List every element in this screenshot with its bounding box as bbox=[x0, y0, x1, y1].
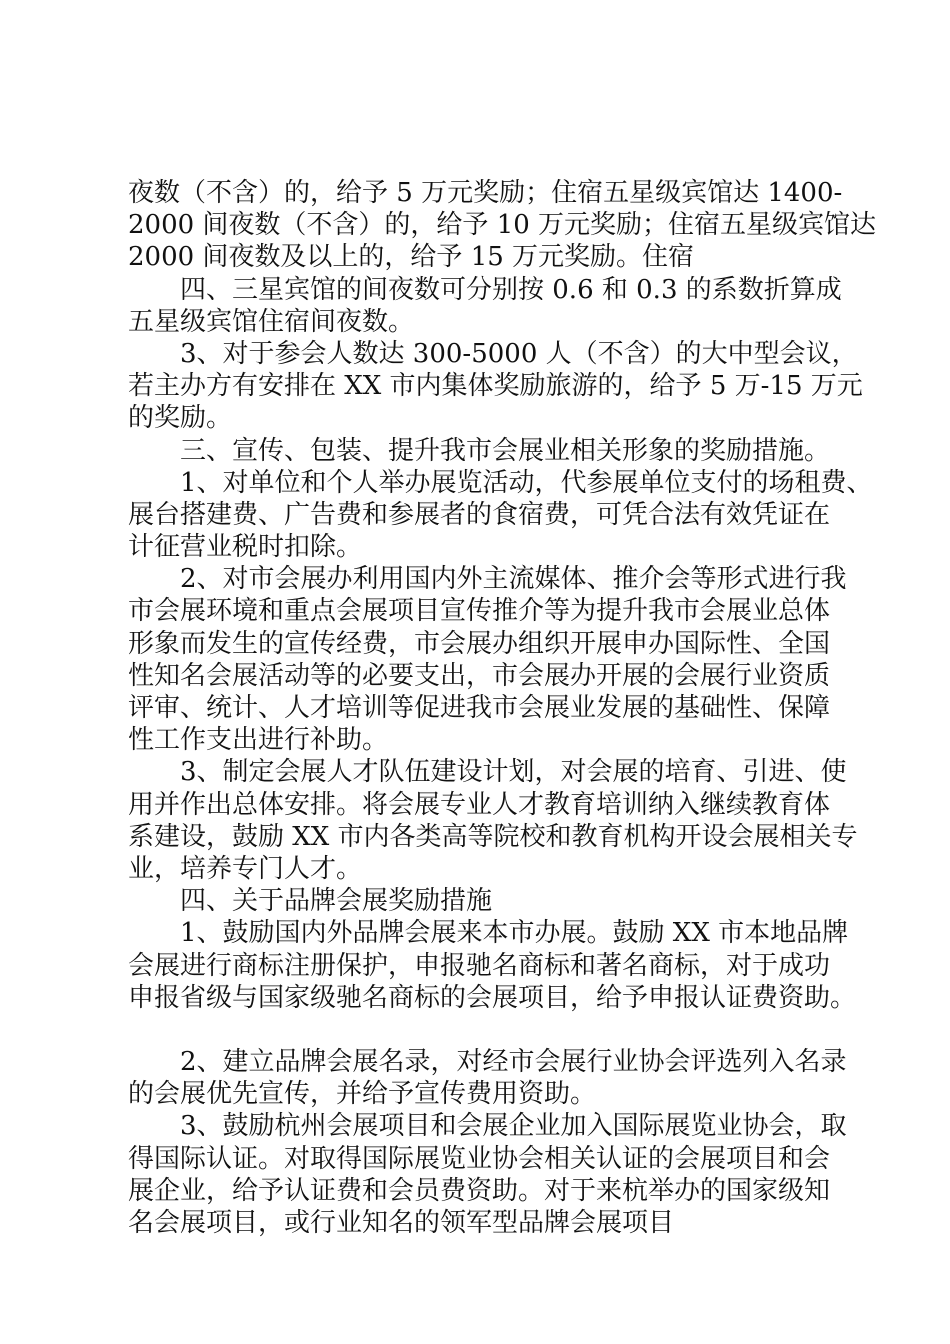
text-line: 2000 间夜数（不含）的，给予 10 万元奖励；住宿五星级宾馆达 bbox=[128, 210, 877, 241]
text-line: 业，培养专门人才。 bbox=[128, 853, 363, 884]
text-line: 五星级宾馆住宿间夜数。 bbox=[128, 306, 415, 337]
blank-line bbox=[128, 1014, 848, 1046]
text-line: 形象而发生的宣传经费，市会展办组织开展申办国际性、全国 bbox=[128, 628, 831, 659]
text-line: 四、关于品牌会展奖励措施 bbox=[128, 886, 493, 917]
document-body bbox=[128, 177, 877, 1239]
text-line: 展台搭建费、广告费和参展者的食宿费，可凭合法有效凭证在 bbox=[128, 499, 831, 530]
text-line: 3、鼓励杭州会展项目和会展企业加入国际展览业协会，取 bbox=[128, 1111, 847, 1142]
text-line: 申报省级与国家级驰名商标的会展项目，给予申报认证费资助。 bbox=[128, 982, 857, 1013]
text-line: 四、三星宾馆的间夜数可分别按 0.6 和 0.3 的系数折算成 bbox=[128, 274, 842, 305]
text-line: 若主办方有安排在 XX 市内集体奖励旅游的，给予 5 万-15 万元 bbox=[128, 371, 863, 402]
text-line: 评审、统计、人才培训等促进我市会展业发展的基础性、保障 bbox=[128, 693, 831, 723]
text-line: 3、制定会展人才队伍建设计划，对会展的培育、引进、使 bbox=[128, 757, 847, 788]
text-line: 3、对于参会人数达 300-5000 人（不含）的大中型会议， bbox=[128, 338, 858, 369]
text-line: 用并作出总体安排。将会展专业人才教育培训纳入继续教育体 bbox=[128, 789, 831, 820]
text-line: 2、对市会展办利用国内外主流媒体、推介会等形式进行我 bbox=[128, 564, 847, 595]
text-line: 性工作支出进行补助。 bbox=[128, 725, 389, 756]
text-line: 2000 间夜数及以上的，给予 15 万元奖励。住宿 bbox=[128, 242, 695, 273]
text-line: 1、鼓励国内外品牌会展来本市办展。鼓励 XX 市本地品牌 bbox=[128, 918, 849, 949]
text-line: 得国际认证。对取得国际展览业协会相关认证的会展项目和会 bbox=[128, 1143, 831, 1174]
text-line: 1、对单位和个人举办展览活动，代参展单位支付的场租费、 bbox=[128, 467, 873, 498]
text-line: 计征营业税时扣除。 bbox=[128, 532, 363, 563]
text-line: 三、宣传、包装、提升我市会展业相关形象的奖励措施。 bbox=[128, 435, 831, 466]
text-line: 系建设，鼓励 XX 市内各类高等院校和教育机构开设会展相关专 bbox=[128, 821, 858, 852]
text-line: 2、建立品牌会展名录，对经市会展行业协会评选列入名录 bbox=[128, 1047, 847, 1078]
text-line: 的奖励。 bbox=[128, 403, 233, 434]
text-line: 的会展优先宣传，并给予宣传费用资助。 bbox=[128, 1079, 597, 1110]
text-line: 会展进行商标注册保护，申报驰名商标和著名商标，对于成功 bbox=[128, 950, 831, 981]
text-line: 名会展项目，或行业知名的领军型品牌会展项目 bbox=[128, 1208, 675, 1238]
text-line: 展企业，给予认证费和会员费资助。对于来杭举办的国家级知 bbox=[128, 1175, 831, 1206]
text-line: 性知名会展活动等的必要支出，市会展办开展的会展行业资质 bbox=[128, 660, 831, 691]
text-line: 市会展环境和重点会展项目宣传推介等为提升我市会展业总体 bbox=[128, 596, 831, 627]
text-line: 夜数（不含）的，给予 5 万元奖励；住宿五星级宾馆达 1400- bbox=[128, 178, 843, 208]
